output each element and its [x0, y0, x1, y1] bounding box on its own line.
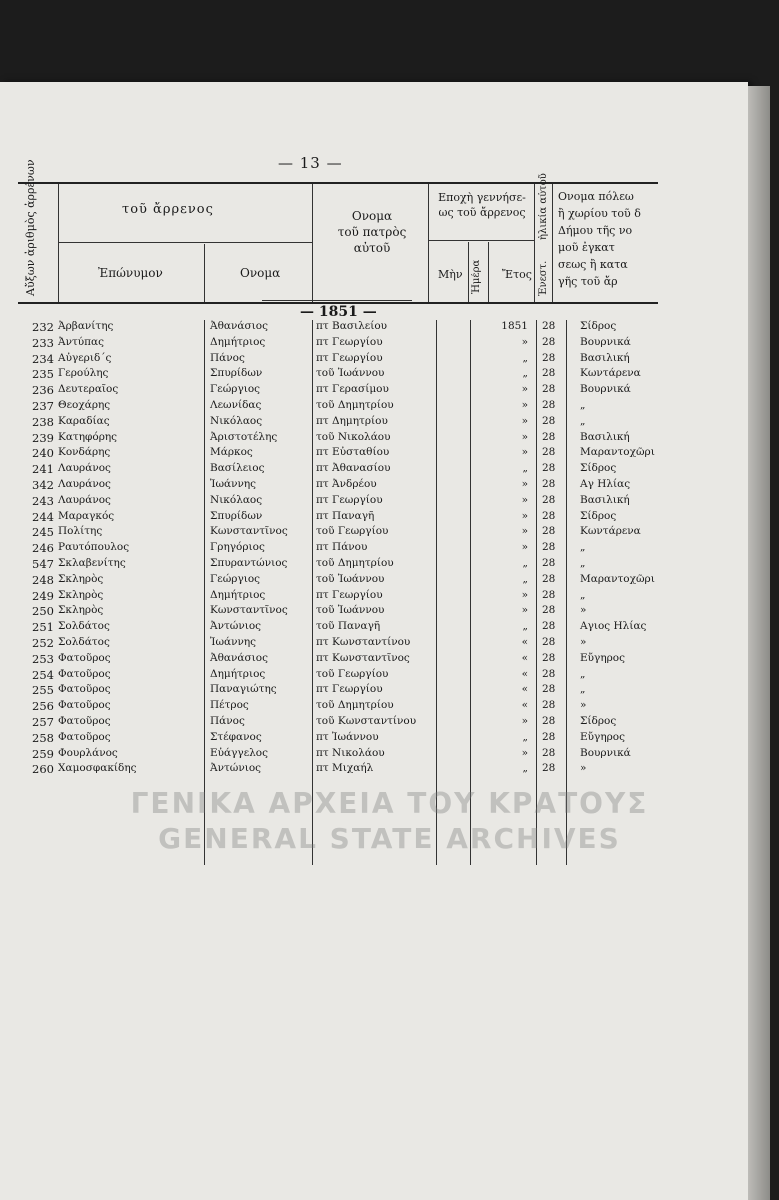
row-surname: Κατηφόρης	[58, 430, 118, 443]
row-place: Βουρνικά	[580, 335, 631, 348]
row-surname: Σολδάτος	[58, 620, 110, 633]
row-place: „	[580, 667, 586, 680]
row-father-name: πτ Κωνσταντίνου	[316, 636, 411, 648]
row-birth-year: »	[521, 715, 528, 727]
row-number: 254	[32, 667, 54, 682]
row-place: Μαραντοχῶρι	[580, 572, 655, 585]
row-number: 250	[32, 604, 54, 619]
row-surname: Καραδίας	[58, 414, 110, 427]
row-place: Βασιλική	[580, 493, 630, 506]
table-row	[0, 415, 748, 430]
row-father-name: πτ Εὐσταθίου	[316, 446, 390, 459]
row-birth-year: »	[521, 509, 528, 522]
table-row	[0, 431, 748, 446]
row-surname: Μαραγκός	[58, 509, 115, 522]
page-edge	[748, 86, 770, 1200]
row-surname: Σκληρὸς	[58, 604, 104, 617]
row-surname: Δευτεραῖος	[58, 383, 119, 396]
row-number: 245	[32, 525, 54, 540]
row-number: 234	[32, 351, 54, 366]
row-number: 252	[32, 636, 54, 650]
row-number: 236	[32, 383, 54, 398]
row-age: 28	[542, 399, 556, 411]
row-father-name: πτ Μιχαήλ	[316, 762, 374, 775]
table-row	[0, 589, 748, 604]
row-number: 238	[32, 414, 54, 429]
row-father-name: τοῦ Γεωργίου	[316, 525, 389, 538]
row-birth-year: „	[522, 557, 528, 569]
row-place: Κωντάρενα	[580, 367, 641, 380]
row-father-name: πτ Νικολάου	[316, 746, 385, 759]
table-row	[0, 762, 748, 777]
row-father-name: πτ Δημητρίου	[316, 414, 388, 427]
row-surname: Σολδάτος	[58, 636, 110, 648]
row-name: Κωνσταντῖνος	[210, 604, 288, 617]
row-father-name: τοῦ Ἰωάννου	[316, 572, 385, 585]
row-number: 255	[32, 683, 54, 698]
row-age: 28	[542, 478, 556, 490]
row-father-name: πτ Γεωργίου	[316, 493, 383, 506]
row-surname: Λαυράνος	[58, 478, 111, 490]
row-name: Σπυρίδων	[210, 367, 263, 380]
row-name: Νικόλαος	[210, 493, 263, 506]
row-surname: Ἀρβανίτης	[58, 320, 114, 332]
row-surname: Θεοχάρης	[58, 399, 111, 411]
row-birth-year: »	[521, 604, 528, 617]
present-header: Ἐνεστ.	[538, 260, 549, 296]
row-age: 28	[542, 509, 556, 522]
row-birth-year: „	[522, 730, 528, 743]
row-birth-year: »	[521, 478, 528, 490]
row-name: Βασίλειος	[210, 462, 265, 475]
watermark-english: GENERAL STATE ARCHIVES	[158, 822, 621, 855]
row-father-name: τοῦ Δημητρίου	[316, 399, 394, 411]
row-name: Δημήτριος	[210, 588, 266, 601]
row-place: »	[580, 762, 587, 775]
row-age: 28	[542, 383, 556, 396]
row-age: 28	[542, 636, 556, 648]
row-father-name: τοῦ Δημητρίου	[316, 557, 394, 569]
row-name: Στέφανος	[210, 730, 262, 743]
row-birth-year: »	[521, 541, 528, 554]
father-name-header: Ονομα τοῦ πατρὸς αὐτοῦ	[337, 209, 407, 255]
row-number: 241	[32, 462, 54, 477]
row-number: 235	[32, 367, 54, 382]
day-header: Ἡμέρα	[471, 259, 482, 294]
row-birth-year: «	[521, 667, 528, 680]
row-place: Σίδρος	[580, 509, 617, 522]
row-birth-year: „	[522, 367, 528, 380]
table-row	[0, 510, 748, 525]
year-label: — 1851 —	[300, 304, 377, 320]
row-surname: Γερούλης	[58, 367, 109, 380]
row-surname: Πολίτης	[58, 525, 103, 538]
row-number: 259	[32, 746, 54, 761]
table-row	[0, 699, 748, 714]
row-birth-year: «	[521, 651, 528, 664]
row-place: „	[580, 541, 586, 554]
row-number: 248	[32, 572, 54, 587]
row-age: 28	[542, 557, 556, 569]
row-age: 28	[542, 446, 556, 459]
male-group-header: τοῦ ἄρρενος	[122, 202, 214, 217]
row-birth-year: „	[522, 462, 528, 475]
row-number: 246	[32, 541, 54, 556]
row-number: 249	[32, 588, 54, 603]
row-age: 28	[542, 746, 556, 759]
row-name: Ἀθανάσιος	[210, 651, 268, 664]
row-place: Αγιος Ηλίας	[580, 620, 647, 633]
table-row	[0, 494, 748, 509]
row-place: Σίδρος	[580, 462, 617, 475]
row-place: Βουρνικά	[580, 383, 631, 396]
row-father-name: πτ Γεωργίου	[316, 683, 383, 696]
row-age: 28	[542, 351, 556, 364]
row-father-name: πτ Γερασίμου	[316, 383, 389, 396]
row-place: „	[580, 399, 586, 411]
row-name: Σπυρίδων	[210, 509, 263, 522]
year-header: Ἔτος	[502, 268, 532, 281]
row-surname: Κονδάρης	[58, 446, 111, 459]
row-place: »	[580, 636, 587, 648]
row-name: Ἀντώνιος	[210, 762, 262, 775]
table-row	[0, 462, 748, 477]
row-father-name: πτ Γεωργίου	[316, 588, 383, 601]
row-surname: Λαυράνος	[58, 462, 111, 475]
row-father-name: πτ Ἀνδρέου	[316, 478, 377, 490]
row-age: 28	[542, 604, 556, 617]
row-father-name: πτ Γεωργίου	[316, 335, 383, 348]
row-number: 232	[32, 320, 54, 334]
table-row	[0, 352, 748, 367]
row-name: Ἀριστοτέλης	[210, 430, 278, 443]
page-number: — 13 —	[278, 154, 343, 172]
table-row	[0, 399, 748, 414]
row-surname: Φατοῦρος	[58, 651, 111, 664]
row-name: Εὐάγγελος	[210, 746, 268, 759]
table-row	[0, 573, 748, 588]
row-age: 28	[542, 572, 556, 585]
row-number: 256	[32, 699, 54, 714]
birth-epoch-header: Εποχὴ γεννήσε- ως τοῦ ἄρρενος	[438, 191, 526, 219]
row-name: Ἰωάννης	[210, 478, 257, 490]
row-surname: Φατοῦρος	[58, 667, 111, 680]
row-birth-year: »	[521, 335, 528, 348]
row-place: „	[580, 588, 586, 601]
row-name: Παναγιώτης	[210, 683, 277, 696]
row-age: 28	[542, 525, 556, 538]
row-surname: Ραυτόπουλος	[58, 541, 130, 554]
table-row	[0, 620, 748, 635]
row-name: Σπυραντώνιος	[210, 557, 288, 569]
row-place: Κωντάρενα	[580, 525, 641, 538]
row-name: Ἀθανάσιος	[210, 320, 268, 332]
row-number: 547	[32, 557, 54, 571]
row-age: 28	[542, 651, 556, 664]
row-birth-year: «	[521, 699, 528, 712]
row-age: 28	[542, 667, 556, 680]
row-age: 28	[542, 715, 556, 727]
row-age: 28	[542, 430, 556, 443]
row-number: 243	[32, 493, 54, 508]
row-place: Εὔγηρος	[580, 730, 625, 743]
row-birth-year: »	[521, 414, 528, 427]
table-row	[0, 604, 748, 619]
row-number: 233	[32, 335, 54, 350]
row-birth-year: »	[521, 399, 528, 411]
row-number: 244	[32, 509, 54, 524]
table-row	[0, 747, 748, 762]
row-place: Σίδρος	[580, 715, 617, 727]
row-age: 28	[542, 762, 556, 775]
row-surname: Σκλαβενίτης	[58, 557, 126, 569]
row-birth-year: »	[521, 383, 528, 396]
row-father-name: τοῦ Ἰωάννου	[316, 367, 385, 380]
table-row	[0, 652, 748, 667]
row-name: Πάνος	[210, 715, 245, 727]
row-number: 237	[32, 399, 54, 413]
row-age: 28	[542, 493, 556, 506]
row-place: Μαραντοχῶρι	[580, 446, 655, 459]
row-surname: Λαυράνος	[58, 493, 111, 506]
row-father-name: πτ Παναγῆ	[316, 509, 375, 522]
row-father-name: πτ Γεωργίου	[316, 351, 383, 364]
table-row	[0, 478, 748, 493]
table-row	[0, 525, 748, 540]
row-place: Βουρνικά	[580, 746, 631, 759]
table-row	[0, 336, 748, 351]
age-header: ἡλικία αὐτοῦ	[538, 173, 549, 240]
table-row	[0, 320, 748, 335]
row-name: Μάρκος	[210, 446, 253, 459]
row-name: Λεωνίδας	[210, 399, 262, 411]
row-father-name: τοῦ Γεωργίου	[316, 667, 389, 680]
row-name: Δημήτριος	[210, 667, 266, 680]
row-age: 28	[542, 367, 556, 380]
row-father-name: τοῦ Κωνσταντίνου	[316, 715, 417, 727]
row-place: Βασιλική	[580, 351, 630, 364]
row-age: 28	[542, 320, 556, 332]
row-birth-year: „	[522, 351, 528, 364]
row-father-name: πτ Ἰωάννου	[316, 730, 379, 743]
row-age: 28	[542, 699, 556, 712]
watermark-greek: ΓΕΝΙΚΑ ΑΡΧΕΙΑ ΤΟΥ ΚΡΑΤΟΥΣ	[130, 787, 649, 820]
row-birth-year: »	[521, 588, 528, 601]
row-age: 28	[542, 620, 556, 633]
row-father-name: τοῦ Νικολάου	[316, 430, 391, 443]
row-father-name: πτ Κωνσταντῖνος	[316, 651, 410, 664]
row-birth-year: „	[522, 572, 528, 585]
table-row	[0, 731, 748, 746]
row-number: 342	[32, 478, 54, 492]
row-name: Πέτρος	[210, 699, 249, 712]
row-father-name: τοῦ Δημητρίου	[316, 699, 394, 712]
row-birth-year: 1851	[501, 320, 528, 332]
row-father-name: πτ Πάνου	[316, 541, 368, 554]
surname-header: Ἐπώνυμον	[98, 266, 163, 280]
row-surname: Φουρλάνος	[58, 746, 118, 759]
row-birth-year: «	[521, 636, 528, 648]
table-row	[0, 715, 748, 730]
row-place: »	[580, 699, 587, 712]
row-surname: Φατοῦρος	[58, 683, 111, 696]
row-number: 253	[32, 651, 54, 666]
row-place: Εὔγηρος	[580, 651, 625, 664]
place-header: Ονομα πόλεω ἢ χωρίου τοῦ δ Δήμου τῆς νο μοῦ ἐγκατ σεως ἢ κατα γῆς τοῦ ἄρ	[558, 190, 641, 288]
row-place: „	[580, 683, 586, 696]
row-birth-year: „	[522, 762, 528, 775]
row-name: Γρηγόριος	[210, 541, 265, 554]
row-birth-year: »	[521, 525, 528, 538]
row-place: Σίδρος	[580, 320, 617, 332]
row-place: Αγ Ηλίας	[580, 478, 631, 490]
row-name: Γεώργιος	[210, 572, 261, 585]
row-father-name: πτ Βασιλείου	[316, 320, 388, 332]
row-name: Κωνσταντῖνος	[210, 525, 288, 538]
table-row	[0, 446, 748, 461]
row-surname: Χαμοσφακίδης	[58, 762, 137, 775]
row-age: 28	[542, 414, 556, 427]
row-birth-year: »	[521, 493, 528, 506]
row-surname: Σκληρὸς	[58, 572, 104, 585]
row-surname: Ἀντύπας	[58, 335, 105, 348]
row-name: Πάνος	[210, 351, 245, 364]
row-age: 28	[542, 730, 556, 743]
row-birth-year: „	[522, 620, 528, 633]
table-row	[0, 636, 748, 651]
row-father-name: τοῦ Παναγῆ	[316, 620, 381, 633]
row-age: 28	[542, 335, 556, 348]
row-place: Βασιλική	[580, 430, 630, 443]
row-age: 28	[542, 588, 556, 601]
row-name: Ἀντώνιος	[210, 620, 262, 633]
row-place: „	[580, 414, 586, 427]
row-birth-year: «	[521, 683, 528, 696]
row-age: 28	[542, 683, 556, 696]
table-row	[0, 367, 748, 382]
col-serial-number-header: Αὔξων ἀριθμὸς ἀρρένων	[24, 159, 37, 296]
row-place: „	[580, 557, 586, 569]
row-number: 251	[32, 620, 54, 635]
name-header: Ονομα	[240, 266, 281, 280]
row-name: Ἰωάννης	[210, 636, 257, 648]
row-surname: Αὐγεριδ΄ς	[58, 351, 112, 364]
table-row	[0, 383, 748, 398]
row-father-name: πτ Ἀθανασίου	[316, 462, 391, 475]
row-age: 28	[542, 462, 556, 475]
row-father-name: τοῦ Ἰωάννου	[316, 604, 385, 617]
row-surname: Φατοῦρος	[58, 715, 111, 727]
row-number: 260	[32, 762, 54, 777]
row-birth-year: »	[521, 430, 528, 443]
row-age: 28	[542, 541, 556, 554]
row-name: Νικόλαος	[210, 414, 263, 427]
row-name: Δημήτριος	[210, 335, 266, 348]
table-row	[0, 557, 748, 572]
row-surname: Φατοῦρος	[58, 730, 111, 743]
document-page	[0, 82, 748, 1200]
row-birth-year: »	[521, 446, 528, 459]
row-number: 258	[32, 730, 54, 745]
row-surname: Σκληρὸς	[58, 588, 104, 601]
row-number: 239	[32, 430, 54, 445]
row-place: »	[580, 604, 587, 617]
table-row	[0, 541, 748, 556]
month-header: Μὴν	[438, 268, 463, 281]
row-birth-year: »	[521, 746, 528, 759]
table-row	[0, 683, 748, 698]
row-number: 240	[32, 446, 54, 461]
table-row	[0, 668, 748, 683]
row-number: 257	[32, 715, 54, 729]
row-surname: Φατοῦρος	[58, 699, 111, 712]
row-name: Γεώργιος	[210, 383, 261, 396]
